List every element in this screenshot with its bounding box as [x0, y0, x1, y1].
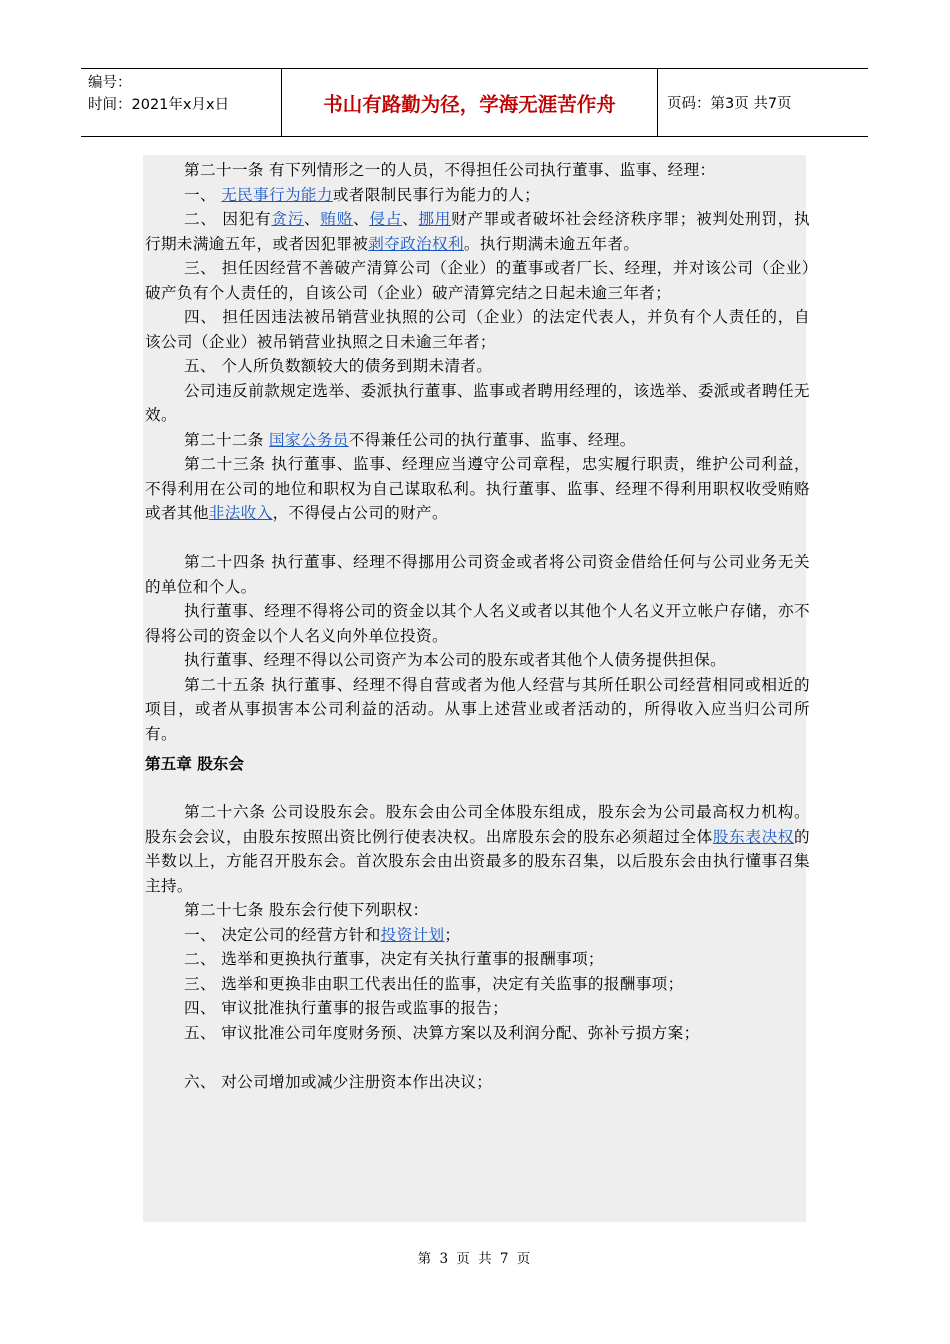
page-footer: 第 3 页 共 7 页 — [417, 1251, 533, 1267]
link-no-civil-capacity[interactable]: 无民事行为能力 — [221, 185, 333, 204]
header-motto: 书山有路勤为径，学海无涯苦作舟 — [282, 69, 658, 136]
link-investment-plan[interactable]: 投资计划 — [380, 925, 445, 944]
article-24-p3: 执行董事、经理不得以公司资产为本公司的股东或者其他个人债务提供担保。 — [184, 651, 727, 669]
chapter-heading: 第五章 股东会 — [145, 755, 244, 773]
article-27-item-1: 一、 决定公司的经营方针和投资计划； — [184, 925, 461, 944]
link-embezzlement[interactable]: 贪污 — [271, 210, 305, 228]
article-22: 第二十二条 国家公务员不得兼任公司的执行董事、监事、经理。 — [184, 430, 636, 449]
link-encroachment[interactable]: 侵占 — [369, 210, 403, 228]
article-27-item-4: 四、 审议批准执行董事的报告或监事的报告； — [184, 999, 509, 1017]
header-page-label: 页码：第3页 共7页 — [667, 96, 792, 112]
article-21-item-1: 一、 无民事行为能力或者限制民事行为能力的人； — [184, 185, 541, 204]
article-21-item-2: 二、 因犯有贪污、贿赂、侵占、挪用财产罪或者破坏社会经济秩序罪；被判处刑罚，执行期未满逾五年，或者因犯罪被剥夺政治权利。执行期满未逾五年者。 — [145, 210, 811, 253]
document-body — [145, 158, 810, 1094]
article-21-tail: 公司违反前款规定选举、委派执行董事、监事或者聘用经理的，该选举、委派或者聘任无效。 — [145, 381, 810, 424]
link-shareholder-voting-rights[interactable]: 股东表决权 — [712, 827, 795, 846]
article-27-item-5: 五、 审议批准公司年度财务预、决算方案以及利润分配、弥补亏损方案； — [184, 1023, 700, 1042]
spacer — [145, 526, 810, 551]
article-23: 第二十三条 执行董事、监事、经理应当遵守公司章程，忠实履行职责，维护公司利益，不得利用在公司的地位和职权为自己谋取私利。执行董事、监事、经理不得利用职权收受贿赂或者其他非法收入，不得侵占公司的财产。 — [145, 455, 810, 522]
article-21-item-3: 三、 担任因经营不善破产清算公司（企业）的董事或者厂长、经理，并对该公司（企业）破产负有个人责任的，自该公司（企业）破产清算完结之日起未逾三年者； — [145, 259, 810, 302]
article-21-item-5: 五、 个人所负数额较大的债务到期未清者。 — [184, 357, 493, 375]
article-27-item-6: 六、 对公司增加或减少注册资本作出决议； — [184, 1072, 493, 1091]
code-label: 编号： — [88, 75, 132, 91]
spacer — [145, 1045, 810, 1070]
link-bribery[interactable]: 贿赂 — [320, 210, 354, 228]
article-27-item-2: 二、 选举和更换执行董事，决定有关执行董事的报酬事项； — [184, 950, 604, 968]
time-label: 时间：2021年x月x日 — [88, 97, 230, 113]
link-deprivation-political-rights[interactable]: 剥夺政治权利 — [368, 234, 464, 253]
article-24-p2: 执行董事、经理不得将公司的资金以其个人名义或者以其他个人名义开立帐户存储，亦不得将公司的资金以个人名义向外单位投资。 — [145, 602, 810, 645]
link-civil-servant[interactable]: 国家公务员 — [269, 430, 349, 449]
article-24-p1: 第二十四条 执行董事、经理不得挪用公司资金或者将公司资金借给任何与公司业务无关的单位和个人。 — [145, 553, 810, 596]
link-illegal-income[interactable]: 非法收入 — [208, 504, 273, 522]
header-meta — [81, 69, 282, 136]
link-misappropriation[interactable]: 挪用 — [418, 210, 452, 228]
document-header — [81, 68, 868, 137]
article-27-intro: 第二十七条 股东会行使下列职权： — [184, 901, 429, 919]
article-21-item-4: 四、 担任因违法被吊销营业执照的公司（企业）的法定代表人，并负有个人责任的，自该公司（企业）被吊销营业执照之日未逾三年者； — [145, 308, 810, 351]
article-25: 第二十五条 执行董事、经理不得自营或者为他人经营与其所任职公司经营相同或相近的项目，或者从事损害本公司利益的活动。从事上述营业或者活动的，所得收入应当归公司所有。 — [145, 675, 810, 743]
article-26: 第二十六条 公司设股东会。股东会由公司全体股东组成，股东会为公司最高权力机构。股东会会议，由股东按照出资比例行使表决权。出席股东会的股东必须超过全体股东表决权的半数以上，方能召开股东会。首次股东会由出资最多的股东召集，以后股东会由执行懂事召集主持。 — [145, 803, 810, 895]
article-21-intro: 第二十一条 有下列情形之一的人员，不得担任公司执行董事、监事、经理： — [184, 161, 716, 179]
article-27-item-3: 三、 选举和更换非由职工代表出任的监事，决定有关监事的报酬事项； — [184, 974, 684, 993]
